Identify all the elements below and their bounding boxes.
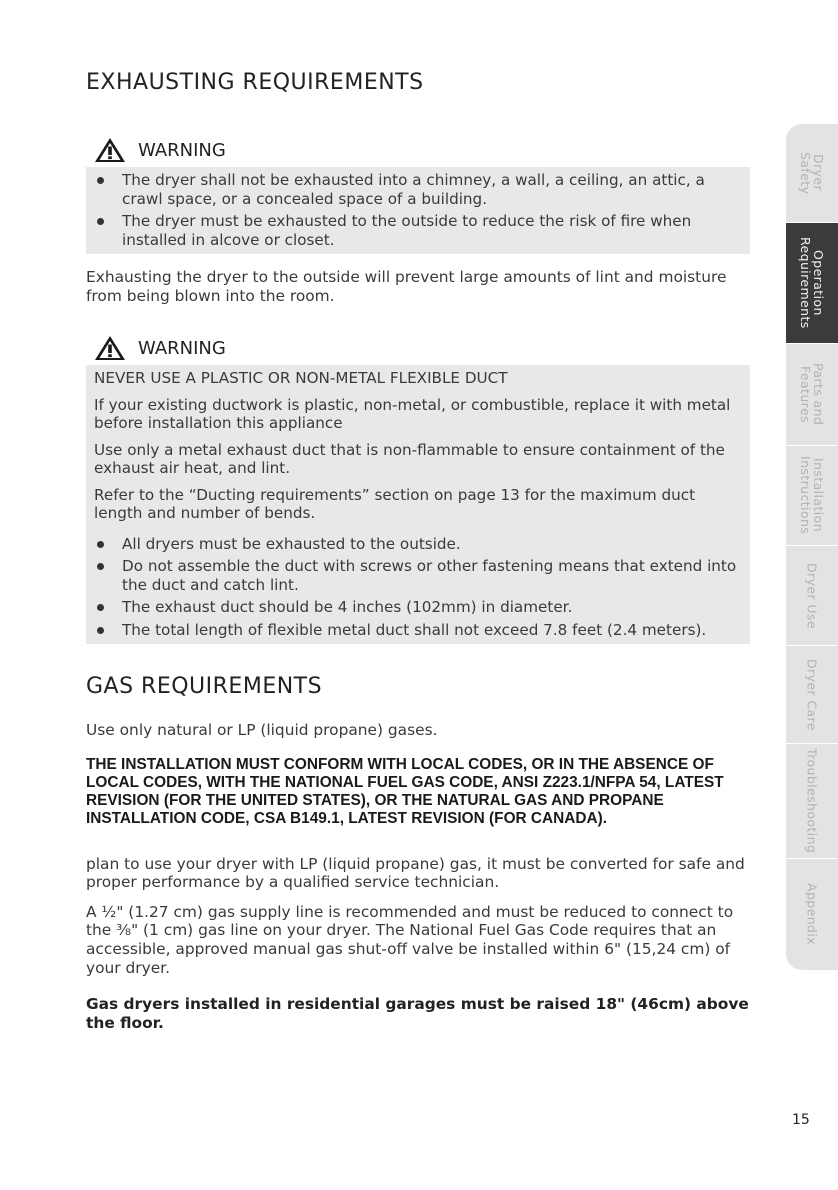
bullet-item: The exhaust duct should be 4 inches (102mm) in diameter. (94, 598, 740, 617)
tab-dryer-care[interactable] (786, 645, 838, 743)
tab-label: Troubleshooting (804, 748, 820, 854)
tab-appendix[interactable] (786, 858, 838, 970)
bullet-item: The total length of flexible metal duct shall not exceed 7.8 feet (2.4 meters). (94, 621, 740, 640)
tab-label: Dryer Care (804, 658, 820, 731)
tab-label: Dryer Safety (798, 151, 826, 195)
section-tabs (786, 124, 838, 970)
tab-dryer-safety[interactable] (786, 124, 838, 222)
page-number: 15 (792, 1112, 810, 1128)
gas-intro: Use only natural or LP (liquid propane) gases. (86, 721, 438, 740)
warning2-paragraph: NEVER USE A PLASTIC OR NON-METAL FLEXIBLE DUCT (94, 369, 508, 388)
bullet-item: All dryers must be exhausted to the outside. (94, 535, 740, 554)
tab-operation-requirements[interactable] (786, 222, 838, 343)
tab-label: Operation Requirements (798, 237, 826, 329)
exhaust-paragraph: Exhausting the dryer to the outside will prevent large amounts of lint and moisture from being blown into the room. (86, 268, 727, 305)
section-title-exhausting: EXHAUSTING REQUIREMENTS (86, 70, 424, 95)
warning-triangle-icon (94, 335, 126, 361)
gas-code-notice: THE INSTALLATION MUST CONFORM WITH LOCAL CODES, OR IN THE ABSENCE OF LOCAL CODES, WITH THE NATIONAL FUEL GAS CODE, ANSI Z223.1/NFPA 54, LATEST REVISION (FOR THE UNITED STATES), OR THE NATURAL GAS AND PROPANE INSTALLATION CODE, CSA B149.1, LATEST REVISION (FOR CANADA). (86, 755, 724, 828)
tab-label: Installation Instructions (798, 456, 826, 535)
warning-label-2: WARNING (138, 337, 226, 359)
warning-header-1 (94, 135, 750, 165)
tab-installation-instructions[interactable] (786, 445, 838, 545)
section-title-gas: GAS REQUIREMENTS (86, 674, 323, 700)
warning-triangle-icon (94, 137, 126, 163)
tab-label: Dryer Use (804, 562, 820, 629)
warning2-paragraph: Use only a metal exhaust duct that is non-flammable to ensure containment of the exhaust air heat, and lint. (94, 440, 725, 478)
warning-box-1 (86, 167, 750, 254)
warning-header-2 (94, 333, 750, 363)
warning2-paragraph: If your existing ductwork is plastic, non-metal, or combustible, replace it with metal before installation this appliance (94, 395, 731, 433)
tab-label: Parts and Features (798, 363, 826, 426)
bullet-item: Do not assemble the duct with screws or other fastening means that extend into the duct and catch lint. (94, 557, 740, 594)
tab-parts-and-features[interactable] (786, 343, 838, 445)
gas-supply-paragraph: A ½" (1.27 cm) gas supply line is recommended and must be reduced to connect to the ⅜" (1 cm) gas line on your dryer. The National Fuel Gas Code requires that an accessible, approved manual gas shut-off valve be installed within 6" (15,24 cm) of your dryer. (86, 902, 734, 977)
bullet-item: The dryer shall not be exhausted into a chimney, a wall, a ceiling, an attic, a crawl space, or a concealed space of a building. (94, 171, 740, 208)
gas-lp-paragraph: plan to use your dryer with LP (liquid propane) gas, it must be converted for safe and proper performance by a qualified service technician. (86, 854, 745, 892)
warning-box-2 (86, 365, 750, 644)
tab-label: Appendix (804, 883, 820, 946)
bullet-item: The dryer must be exhausted to the outside to reduce the risk of fire when installed in alcove or closet. (94, 212, 740, 249)
garage-note: Gas dryers installed in residential garages must be raised 18" (46cm) above the floor. (86, 995, 749, 1032)
tab-dryer-use[interactable] (786, 545, 838, 645)
warning2-paragraph: Refer to the “Ducting requirements” section on page 13 for the maximum duct length and number of bends. (94, 485, 696, 523)
tab-troubleshooting[interactable] (786, 743, 838, 858)
warning-label-1: WARNING (138, 139, 226, 161)
page-content (86, 70, 750, 1032)
